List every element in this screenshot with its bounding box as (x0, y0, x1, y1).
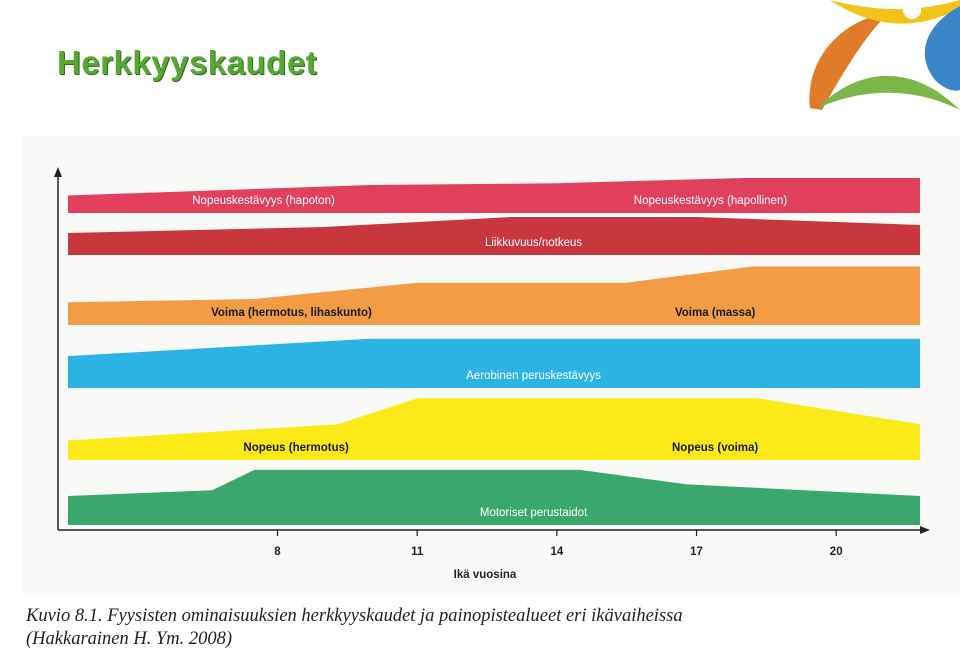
ticks-layer (274, 530, 842, 558)
bands-layer (68, 178, 920, 525)
band-shape (68, 398, 920, 460)
band-label: Voima (hermotus, lihaskunto) (211, 307, 372, 319)
x-tick-label: 20 (829, 546, 843, 558)
band-aerobinen-peruskestävyys (68, 339, 920, 388)
band-label: Motoriset perustaidot (479, 507, 588, 519)
x-tick-label: 17 (690, 546, 703, 558)
x-axis-arrow (920, 526, 930, 534)
band-shape (68, 217, 920, 255)
band-label: Nopeuskestävyys (hapoton) (192, 195, 335, 207)
band-motoriset-perustaidot (68, 470, 920, 525)
band-label: Aerobinen peruskestävyys (466, 370, 602, 382)
x-tick-label: 8 (274, 546, 281, 558)
slide-title: Herkkyyskaudet (57, 44, 318, 81)
band-label: Nopeus (voima) (672, 442, 759, 454)
band-shape (68, 267, 920, 326)
y-axis-arrow (54, 167, 62, 177)
x-tick-label: 14 (550, 546, 564, 558)
caption-line-1: Kuvio 8.1. Fyysisten ominaisuuksien herkkyyskaudet ja painopistealueet eri ikävaiheissa (26, 606, 683, 626)
band-label: Nopeus (hermotus) (243, 442, 349, 454)
x-axis-title: Ikä vuosina (453, 569, 517, 581)
band-liikkuvuus-notkeus (68, 217, 920, 255)
logo-swirl (800, 0, 960, 120)
band-label: Voima (massa) (674, 307, 756, 319)
band-label: Liikkuvuus/notkeus (484, 237, 583, 249)
caption-line-2: (Hakkarainen H. Ym. 2008) (26, 629, 233, 649)
chart-area (22, 135, 960, 595)
band-nopeus (68, 398, 920, 460)
band-nopeuskestävyys (68, 178, 920, 213)
band-voima (68, 267, 920, 326)
figure-caption (26, 605, 956, 651)
chart-svg (22, 135, 960, 595)
x-tick-label: 11 (411, 546, 424, 558)
logo-head (903, 1, 921, 19)
band-label: Nopeuskestävyys (hapollinen) (633, 195, 788, 207)
